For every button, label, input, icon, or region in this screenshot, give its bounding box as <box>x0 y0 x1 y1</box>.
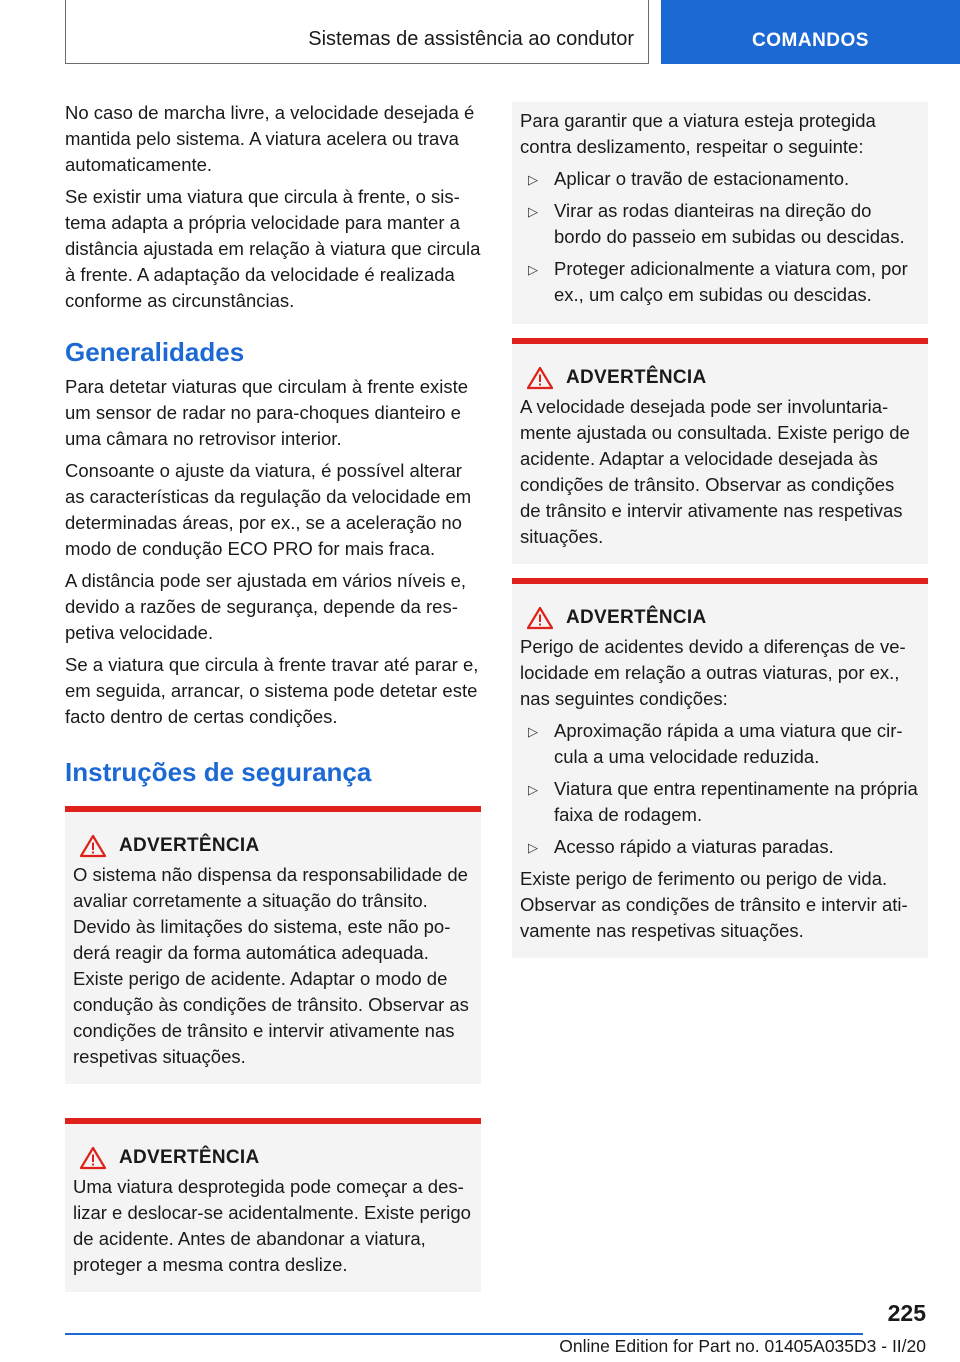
triangle-bullet-icon: ▷ <box>528 782 538 797</box>
list-item: ▷ Acesso rápido a viaturas paradas. <box>520 834 920 860</box>
intro-paragraph: Se existir uma viatura que circula à frente, o sistema adapta a própria velocidade para manter a distância ajustada em relação à viatura que circula à frente. A adaptação da velocidade é realizada conforme as circunstâncias. <box>65 186 481 311</box>
warning-header <box>520 606 920 630</box>
body-paragraph: Consoante o ajuste da viatura, é possível alterar as características da regulação da velocidade em determinadas áreas, por ex., se a aceleração no modo de condução ECO PRO for mais fraca. <box>65 460 472 559</box>
warning-title: ADVERTÊNCIA <box>119 835 260 856</box>
chapter-title: COMANDOS <box>752 30 869 51</box>
footer-edition: Online Edition for Part no. 01405A035D3 - II/20 <box>559 1336 926 1356</box>
page-number: 225 <box>887 1300 926 1326</box>
list-item: ▷ Aproximação rápida a uma viatura que circula a uma velocidade reduzida. <box>528 720 903 767</box>
warning-title: ADVERTÊNCIA <box>566 367 707 388</box>
warning-box <box>512 578 928 958</box>
warning-box <box>65 1118 481 1292</box>
warning-triangle-icon <box>79 834 107 858</box>
warning-header <box>73 834 473 858</box>
warning-header <box>73 1146 473 1170</box>
intro-paragraph: No caso de marcha livre, a velocidade desejada é mantida pelo sistema. A viatura acelera ou trava automaticamente. <box>65 102 475 175</box>
heading-generalidades: Generalidades <box>65 337 245 367</box>
warning-list <box>520 718 920 860</box>
list-item: ▷ Virar as rodas dianteiras na direção do bordo do passeio em subidas ou descidas. <box>528 200 905 247</box>
section-title: Sistemas de assistência ao condutor <box>308 28 634 50</box>
warning-box <box>512 338 928 564</box>
warning-title: ADVERTÊNCIA <box>119 1147 260 1168</box>
triangle-bullet-icon: ▷ <box>528 724 538 739</box>
triangle-bullet-icon: ▷ <box>528 204 538 219</box>
warning-closing-text: Existe perigo de ferimento ou perigo de vida. Observar as condições de trânsito e intervir ativamente nas respetivas situações. <box>520 868 908 941</box>
section-header-tab <box>65 0 649 64</box>
warning-triangle-icon <box>526 606 554 630</box>
list-item: ▷ Proteger adicionalmente a viatura com, por ex., um calço em subidas ou descidas. <box>528 258 908 305</box>
warning-text: O sistema não dispensa da responsabilidade de avaliar corretamente a situação do trânsito. Devido às limitações do sistema, este não poderá reagir da forma automática adequada. Existe perigo de acidente. Adaptar o modo de condução às condições de trânsito. Observar as condições de trânsito e intervir ativamente nas respetivas situações. <box>73 864 469 1067</box>
warning-text: Perigo de acidentes devido a diferenças de velocidade em relação a outras viaturas, por ex., nas seguintes condições: <box>520 636 906 709</box>
triangle-bullet-icon: ▷ <box>528 172 538 187</box>
list-item: ▷ Aplicar o travão de estacionamento. <box>520 166 920 192</box>
body-paragraph: A distância pode ser ajustada em vários níveis e, devido a razões de segurança, depende da respetiva velocidade. <box>65 570 467 643</box>
left-column <box>65 100 481 1292</box>
info-text: Para garantir que a viatura esteja protegida contra deslizamento, respeitar o seguinte: <box>520 110 876 157</box>
footer-divider <box>65 1333 863 1335</box>
warning-box <box>65 806 481 1084</box>
warning-triangle-icon <box>526 366 554 390</box>
body-paragraph: Para detetar viaturas que circulam à frente existe um sensor de radar no para-choques dianteiro e uma câmara no retrovisor interior. <box>65 376 469 449</box>
warning-header <box>520 366 920 390</box>
list-item: ▷ Viatura que entra repentinamente na própria faixa de rodagem. <box>528 778 918 825</box>
chapter-header-tab[interactable] <box>661 0 960 64</box>
triangle-bullet-icon: ▷ <box>528 262 538 277</box>
heading-safety: Instruções de segurança <box>65 757 372 787</box>
info-box <box>512 102 928 324</box>
right-column <box>512 102 928 958</box>
warning-triangle-icon <box>79 1146 107 1170</box>
warning-text: A velocidade desejada pode ser involuntariamente ajustada ou consultada. Existe perigo de acidente. Adaptar a velocidade desejada às condições de trânsito. Observar as condições de trânsito e intervir ativamente nas respetivas situações. <box>520 396 910 547</box>
warning-text: Uma viatura desprotegida pode começar a deslizar e deslocar-se acidentalmente. Existe perigo de acidente. Antes de abandonar a viatura, proteger a mesma contra deslize. <box>73 1176 471 1275</box>
info-list <box>520 166 920 308</box>
body-paragraph: Se a viatura que circula à frente travar até parar e, em seguida, arrancar, o sistema pode detetar este facto dentro de certas condições. <box>65 654 479 727</box>
warning-title: ADVERTÊNCIA <box>566 607 707 628</box>
triangle-bullet-icon: ▷ <box>528 840 538 855</box>
